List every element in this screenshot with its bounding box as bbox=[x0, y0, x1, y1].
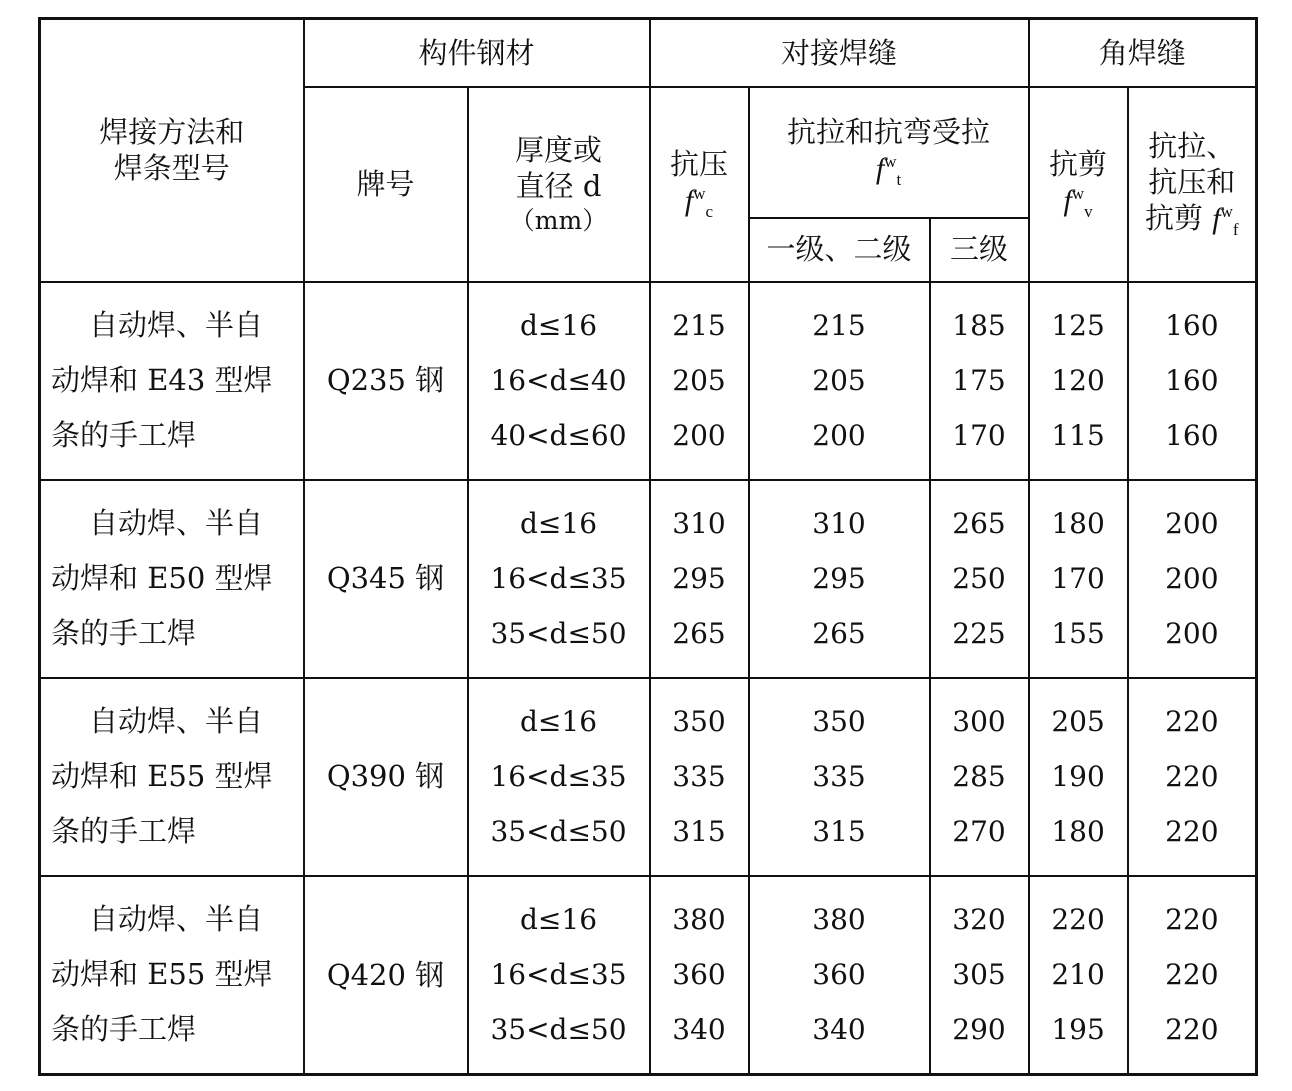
table-row bbox=[40, 876, 1257, 1075]
value: 270 bbox=[952, 815, 1006, 848]
welding-method-cell bbox=[40, 876, 304, 1075]
value: 220 bbox=[1165, 903, 1219, 937]
value: 380 bbox=[672, 903, 726, 937]
compression-cell bbox=[650, 480, 749, 678]
header-compression-label: 抗压 bbox=[670, 146, 729, 181]
header-method bbox=[40, 19, 304, 282]
value: 200 bbox=[1165, 562, 1219, 595]
value: 16<d≤40 bbox=[490, 364, 627, 397]
value: 180 bbox=[1051, 815, 1105, 848]
value: 160 bbox=[1165, 309, 1219, 342]
value: 295 bbox=[812, 562, 866, 595]
value: 265 bbox=[672, 617, 726, 650]
header-thickness-line-1: 厚度或 bbox=[515, 133, 603, 168]
header-tension-symbol: $f^w_t$ bbox=[875, 152, 902, 189]
header-grade-1-2: 一级、二级 bbox=[749, 218, 930, 282]
value: 300 bbox=[952, 705, 1006, 738]
compression-cell bbox=[650, 876, 749, 1075]
tension-grade3-cell bbox=[930, 678, 1029, 876]
table-row bbox=[40, 480, 1257, 678]
method-line: 自动焊、半自 bbox=[89, 704, 264, 738]
fillet-cell bbox=[1128, 282, 1257, 480]
value: 220 bbox=[1165, 815, 1219, 848]
thickness-cell bbox=[468, 480, 650, 678]
header-tension bbox=[749, 87, 1029, 218]
value: 220 bbox=[1165, 760, 1219, 793]
value: 265 bbox=[952, 507, 1006, 540]
table-row bbox=[40, 678, 1257, 876]
header-shear-label: 抗剪 bbox=[1049, 146, 1108, 181]
value: 40<d≤60 bbox=[490, 419, 627, 452]
value: 120 bbox=[1051, 364, 1105, 397]
welding-method-cell bbox=[40, 282, 304, 480]
method-line: 条的手工焊 bbox=[51, 1012, 197, 1047]
value: 220 bbox=[1051, 903, 1105, 937]
value: 360 bbox=[672, 958, 726, 992]
tension-grade12-cell bbox=[749, 876, 930, 1075]
header-method-line-2: 焊条型号 bbox=[113, 151, 230, 186]
method-line: 动焊和 E43 型焊 bbox=[51, 363, 273, 397]
header-fillet-line-2: 抗压和 bbox=[1148, 164, 1236, 199]
welding-method-cell bbox=[40, 678, 304, 876]
value: d≤16 bbox=[520, 705, 598, 738]
tension-grade3-cell bbox=[930, 876, 1029, 1075]
value: 16<d≤35 bbox=[490, 958, 627, 992]
fillet-cell bbox=[1128, 480, 1257, 678]
value: 290 bbox=[952, 1013, 1006, 1047]
header-thickness bbox=[468, 87, 650, 282]
method-line: 条的手工焊 bbox=[51, 814, 197, 848]
value: d≤16 bbox=[520, 309, 598, 342]
value: 315 bbox=[672, 815, 726, 848]
value: 220 bbox=[1165, 705, 1219, 738]
value: 360 bbox=[812, 958, 866, 992]
value: 205 bbox=[1051, 705, 1105, 738]
tension-grade3-cell bbox=[930, 282, 1029, 480]
steel-grade-cell: Q420 钢 bbox=[304, 876, 468, 1075]
steel-grade-cell: Q345 钢 bbox=[304, 480, 468, 678]
value: 340 bbox=[812, 1013, 866, 1047]
tension-grade12-cell bbox=[749, 678, 930, 876]
steel-grade-cell: Q390 钢 bbox=[304, 678, 468, 876]
value: 210 bbox=[1051, 958, 1105, 992]
value: 170 bbox=[1051, 562, 1105, 595]
header-thickness-line-2: 直径 d bbox=[515, 169, 602, 204]
value: d≤16 bbox=[520, 903, 598, 937]
thickness-cell bbox=[468, 876, 650, 1075]
header-compression bbox=[650, 87, 749, 282]
value: 170 bbox=[952, 419, 1006, 452]
header-fillet-weld-group: 角焊缝 bbox=[1029, 19, 1257, 87]
value: 250 bbox=[952, 562, 1006, 595]
value: 380 bbox=[812, 903, 866, 937]
method-line: 动焊和 E55 型焊 bbox=[51, 957, 273, 992]
value: 295 bbox=[672, 562, 726, 595]
thickness-cell bbox=[468, 678, 650, 876]
compression-cell bbox=[650, 282, 749, 480]
method-line: 条的手工焊 bbox=[51, 616, 197, 650]
value: 16<d≤35 bbox=[490, 760, 627, 793]
value: 180 bbox=[1051, 507, 1105, 540]
value: 160 bbox=[1165, 364, 1219, 397]
value: 215 bbox=[672, 309, 726, 342]
value: 35<d≤50 bbox=[490, 815, 627, 848]
value: d≤16 bbox=[520, 507, 598, 540]
method-line: 动焊和 E50 型焊 bbox=[51, 561, 273, 595]
method-line: 自动焊、半自 bbox=[89, 506, 264, 540]
value: 350 bbox=[812, 705, 866, 738]
steel-grade-cell: Q235 钢 bbox=[304, 282, 468, 480]
value: 195 bbox=[1051, 1013, 1105, 1047]
header-shear bbox=[1029, 87, 1128, 282]
value: 190 bbox=[1051, 760, 1105, 793]
value: 225 bbox=[952, 617, 1006, 650]
value: 315 bbox=[812, 815, 866, 848]
value: 200 bbox=[812, 419, 866, 452]
value: 220 bbox=[1165, 958, 1219, 992]
value: 215 bbox=[812, 309, 866, 342]
tension-grade12-cell bbox=[749, 480, 930, 678]
value: 265 bbox=[812, 617, 866, 650]
value: 16<d≤35 bbox=[490, 562, 627, 595]
shear-cell bbox=[1029, 876, 1128, 1075]
header-fillet-line-1: 抗拉、 bbox=[1148, 128, 1236, 163]
value: 115 bbox=[1051, 419, 1105, 452]
header-grade: 牌号 bbox=[304, 87, 468, 282]
weld-strength-table bbox=[38, 17, 1258, 1076]
value: 350 bbox=[672, 705, 726, 738]
value: 35<d≤50 bbox=[490, 617, 627, 650]
header-compression-symbol: $f^w_c$ bbox=[684, 184, 714, 221]
value: 155 bbox=[1051, 617, 1105, 650]
shear-cell bbox=[1029, 678, 1128, 876]
method-line: 自动焊、半自 bbox=[89, 308, 264, 342]
header-shear-symbol: $f^w_v$ bbox=[1063, 184, 1093, 221]
value: 310 bbox=[812, 507, 866, 540]
value: 310 bbox=[672, 507, 726, 540]
value: 185 bbox=[952, 309, 1006, 342]
fillet-cell bbox=[1128, 678, 1257, 876]
method-line: 自动焊、半自 bbox=[89, 902, 264, 937]
value: 205 bbox=[812, 364, 866, 397]
header-tension-label: 抗拉和抗弯受拉 bbox=[787, 114, 991, 149]
tension-grade12-cell bbox=[749, 282, 930, 480]
value: 285 bbox=[952, 760, 1006, 793]
value: 200 bbox=[1165, 507, 1219, 540]
value: 175 bbox=[952, 364, 1006, 397]
shear-cell bbox=[1029, 282, 1128, 480]
value: 35<d≤50 bbox=[490, 1013, 627, 1047]
fillet-cell bbox=[1128, 876, 1257, 1075]
welding-method-cell bbox=[40, 480, 304, 678]
value: 340 bbox=[672, 1013, 726, 1047]
value: 220 bbox=[1165, 1013, 1219, 1047]
value: 125 bbox=[1051, 309, 1105, 342]
shear-cell bbox=[1029, 480, 1128, 678]
method-line: 条的手工焊 bbox=[51, 418, 197, 452]
value: 200 bbox=[1165, 617, 1219, 650]
header-fillet bbox=[1128, 87, 1257, 282]
header-thickness-unit: （mm） bbox=[509, 205, 608, 235]
value: 335 bbox=[812, 760, 866, 793]
value: 200 bbox=[672, 419, 726, 452]
tension-grade3-cell bbox=[930, 480, 1029, 678]
header-steel-group: 构件钢材 bbox=[304, 19, 650, 87]
header-butt-weld-group: 对接焊缝 bbox=[650, 19, 1029, 87]
header-method-line-1: 焊接方法和 bbox=[99, 115, 245, 149]
method-line: 动焊和 E55 型焊 bbox=[51, 759, 273, 793]
table-row bbox=[40, 282, 1257, 480]
value: 320 bbox=[952, 903, 1006, 937]
value: 160 bbox=[1165, 419, 1219, 452]
thickness-cell bbox=[468, 282, 650, 480]
value: 335 bbox=[672, 760, 726, 793]
header-grade-3: 三级 bbox=[930, 218, 1029, 282]
value: 205 bbox=[672, 364, 726, 397]
header-fillet-line-3: 抗剪 $f^w_f$ bbox=[1145, 201, 1239, 240]
value: 305 bbox=[952, 958, 1006, 992]
compression-cell bbox=[650, 678, 749, 876]
